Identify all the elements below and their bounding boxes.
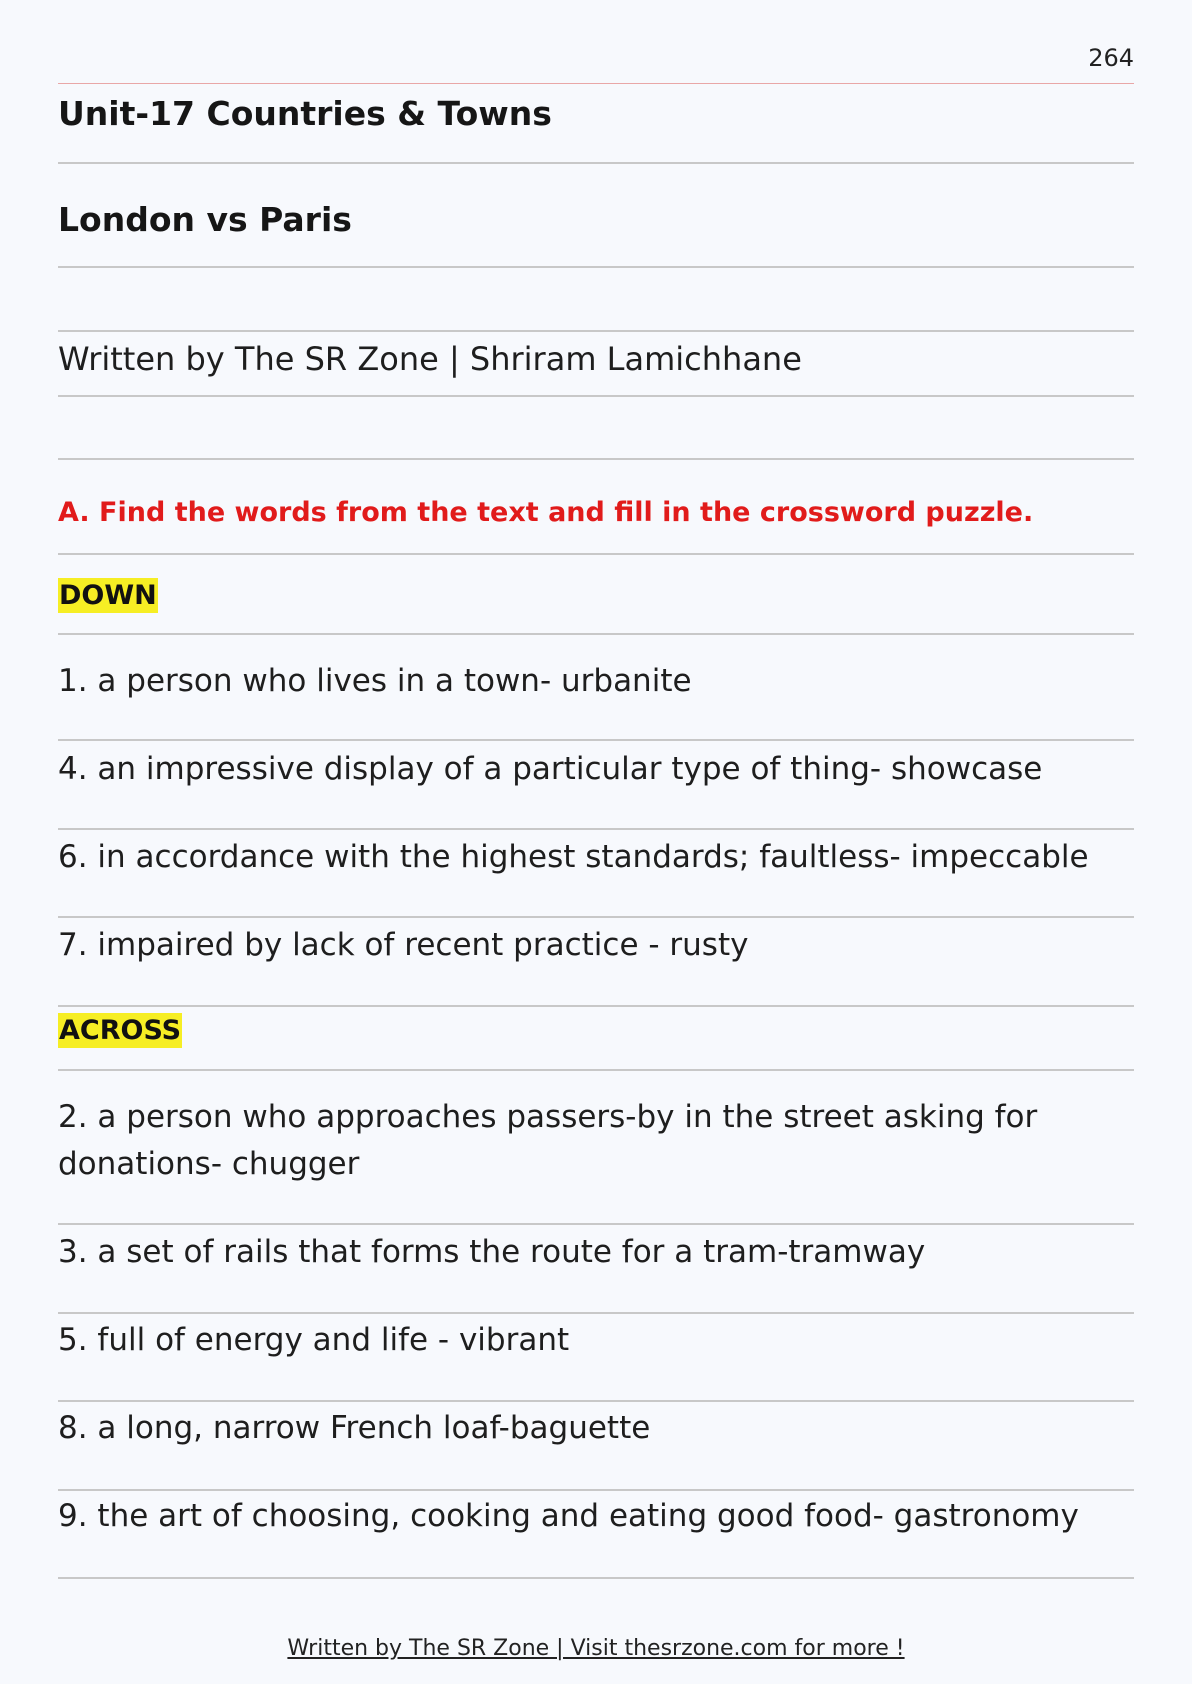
divider — [58, 828, 1134, 830]
divider — [58, 162, 1134, 164]
across-clue-8: 8. a long, narrow French loaf-baguette — [58, 1410, 651, 1446]
divider — [58, 1223, 1134, 1225]
down-clue-1: 1. a person who lives in a town- urbanite — [58, 663, 692, 699]
across-section — [58, 1013, 1134, 1048]
divider — [58, 739, 1134, 741]
divider — [58, 1489, 1134, 1491]
across-clue-3: 3. a set of rails that forms the route for a tram-tramway — [58, 1234, 926, 1270]
divider — [58, 1005, 1134, 1007]
unit-title: Unit-17 Countries & Towns — [58, 94, 552, 133]
down-clue-4: 4. an impressive display of a particular type of thing- showcase — [58, 751, 1043, 787]
divider — [58, 633, 1134, 635]
across-clue-5: 5. full of energy and life - vibrant — [58, 1322, 570, 1358]
instruction: A. Find the words from the text and fill in the crossword puzzle. — [58, 497, 1034, 528]
down-clue-7: 7. impaired by lack of recent practice - rusty — [58, 927, 749, 963]
across-clue-2: 2. a person who approaches passers-by in the street asking for donations- chugger — [58, 1099, 1038, 1182]
page-number: 264 — [1088, 44, 1134, 72]
down-section — [58, 578, 1134, 613]
author-line: Written by The SR Zone | Shriram Lamichhane — [58, 340, 802, 378]
divider — [58, 330, 1134, 332]
lesson-title: London vs Paris — [58, 200, 352, 239]
divider — [58, 1069, 1134, 1071]
divider — [58, 1577, 1134, 1579]
down-label: DOWN — [59, 580, 157, 611]
divider — [58, 266, 1134, 268]
footer-link[interactable]: Written by The SR Zone | Visit thesrzone.com for more ! — [287, 1636, 905, 1661]
divider — [58, 395, 1134, 397]
header-rule — [58, 83, 1134, 84]
divider — [58, 916, 1134, 918]
divider — [58, 458, 1134, 460]
across-label: ACROSS — [59, 1015, 182, 1046]
across-clue-9: 9. the art of choosing, cooking and eating good food- gastronomy — [58, 1498, 1079, 1534]
divider — [58, 1312, 1134, 1314]
down-clue-6: 6. in accordance with the highest standards; faultless- impeccable — [58, 839, 1089, 875]
divider — [58, 553, 1134, 555]
divider — [58, 1400, 1134, 1402]
